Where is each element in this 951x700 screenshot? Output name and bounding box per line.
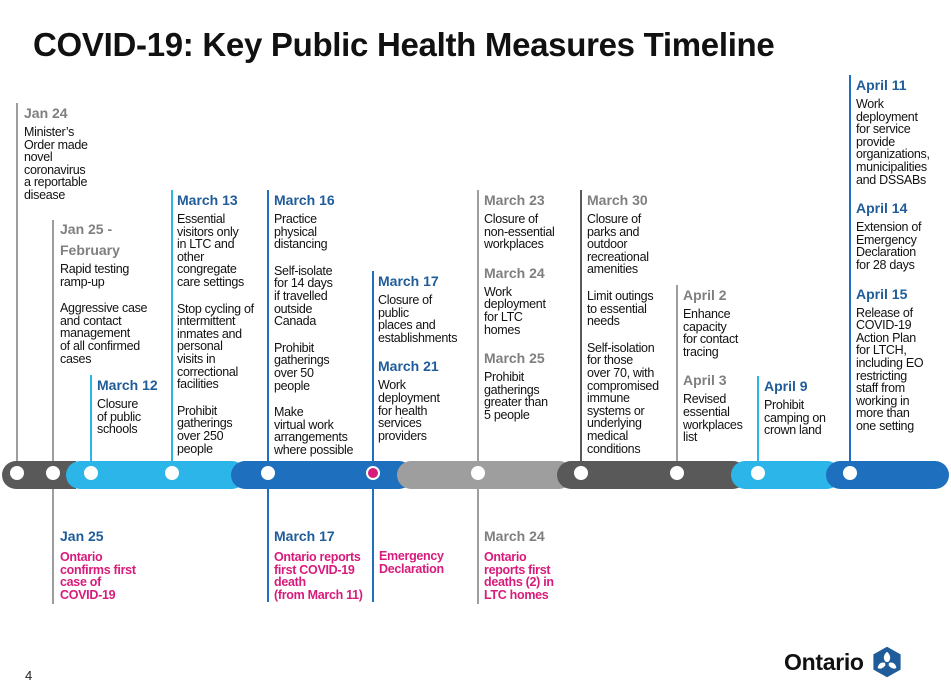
- event-text-line: deployment: [484, 297, 546, 312]
- event-text-line: confirms first: [60, 562, 136, 577]
- event-text-line: coronavirus: [24, 162, 86, 177]
- event-text-line: municipalities: [856, 159, 927, 174]
- ontario-logo: [784, 645, 904, 679]
- event-text-line: for contact: [683, 332, 739, 347]
- event-date: Jan 24: [24, 105, 68, 121]
- event-text-line: including EO: [856, 355, 924, 370]
- event-text-line: Prohibit: [177, 403, 217, 418]
- event-text-line: organizations,: [856, 147, 930, 162]
- event-text-line: Prohibit: [764, 398, 804, 412]
- event-text-line: to essential: [587, 301, 647, 316]
- event-text-line: immune: [587, 391, 630, 406]
- event-text-line: Extension of: [856, 220, 922, 235]
- event-text-line: Declaration: [856, 245, 916, 260]
- event-text-line: gatherings: [177, 416, 233, 431]
- event-item: [274, 342, 369, 392]
- event-text-line: first COVID-19: [274, 562, 355, 577]
- event-text-line: over 50: [274, 365, 314, 380]
- connector-apr2: [676, 285, 678, 462]
- event-text-line: compromised: [587, 378, 659, 393]
- event-text-line: deployment: [378, 390, 440, 405]
- event-item: [24, 105, 104, 202]
- event-text-line: provide: [856, 134, 895, 149]
- event-text-line: restricting: [856, 368, 907, 383]
- event-item: [484, 192, 576, 251]
- timeline-dot-april9: [751, 466, 765, 480]
- event-text-line: management: [60, 326, 130, 341]
- event-text-line: other: [177, 249, 204, 264]
- timeline-dot-jan24: [10, 466, 24, 480]
- connector-jan24: [16, 103, 18, 462]
- event-text-line: Rapid testing: [60, 262, 130, 276]
- event-item: [683, 372, 755, 443]
- timeline-dot-jan25: [46, 466, 60, 480]
- event-date: March 12: [97, 377, 158, 393]
- event-item: [177, 303, 265, 391]
- event-item: [484, 265, 576, 336]
- event-item: [60, 302, 165, 365]
- event-item: [177, 405, 265, 455]
- event-text-line: if travelled: [274, 288, 328, 303]
- event-item: [856, 286, 948, 433]
- event-text-line: one setting: [856, 418, 914, 433]
- timeline-dot-march16: [261, 466, 275, 480]
- event-text-line: reports first: [484, 562, 551, 577]
- event-text-line: novel: [24, 150, 53, 165]
- event-text-line: congregate: [177, 262, 237, 277]
- event-text-line: providers: [378, 428, 427, 443]
- event-text-line: cases: [60, 351, 92, 366]
- event-text-line: medical: [587, 428, 628, 443]
- event-item: [587, 342, 675, 455]
- event-date: March 13: [177, 192, 238, 208]
- event-date: March 16: [274, 192, 335, 208]
- event-date: Jan 25: [60, 528, 104, 544]
- event-date: March 17: [274, 528, 335, 544]
- event-text-line: establishments: [378, 330, 458, 345]
- timeline-segment-lightblue-2: [731, 461, 841, 489]
- event-text-line: capacity: [683, 319, 727, 334]
- event-april2: [683, 287, 755, 458]
- event-april9: [764, 378, 844, 451]
- event-text-line: homes: [484, 322, 521, 337]
- event-text-line: staff from: [856, 381, 905, 396]
- event-text-line: disease: [24, 187, 65, 202]
- event-text-line: for 28 days: [856, 257, 915, 272]
- event-text-line: Order made: [24, 137, 88, 152]
- event-text-line: Closure of: [378, 293, 432, 307]
- event-text-line: for those: [587, 353, 633, 368]
- event-text-line: more than: [856, 406, 910, 421]
- event-text-line: deaths (2) in: [484, 575, 554, 590]
- event-text-line: Work: [378, 378, 406, 393]
- event-text-line: Emergency: [379, 549, 444, 563]
- event-march17: [378, 273, 473, 456]
- event-date: April 2: [683, 287, 727, 303]
- event-text-line: conditions: [587, 441, 641, 456]
- event-date: February: [60, 242, 120, 258]
- event-text-line: visitors only: [177, 224, 239, 239]
- connector-apr11: [849, 75, 851, 462]
- event-text-line: (from March 11): [274, 587, 363, 602]
- page-number: 4: [25, 668, 33, 683]
- event-text-line: non-essential: [484, 224, 555, 239]
- event-text-line: outside: [274, 301, 313, 316]
- event-text-line: schools: [97, 422, 138, 437]
- event-text-line: Work: [484, 284, 512, 299]
- timeline-dot-march23: [471, 466, 485, 480]
- event-text-line: COVID-19: [856, 318, 912, 333]
- event-date: April 3: [683, 372, 727, 389]
- event-text-line: Work: [856, 97, 884, 111]
- event-text-line: working in: [856, 393, 910, 408]
- event-text-line: over 70, with: [587, 365, 654, 380]
- event-text-line: people: [274, 378, 310, 393]
- event-item: [177, 192, 265, 289]
- event-march13: [177, 192, 265, 469]
- timeline-dot-april11: [843, 466, 857, 480]
- event-text-line: list: [683, 430, 698, 445]
- connector-mar12: [90, 375, 92, 462]
- event-text-line: systems or: [587, 403, 645, 418]
- event-text-line: physical: [274, 224, 317, 239]
- event-text-line: Closure of: [484, 212, 538, 226]
- event-text-line: death: [274, 575, 306, 590]
- event-text-line: Ontario: [484, 550, 527, 564]
- event-march12: [97, 377, 169, 450]
- event-text-line: arrangements: [274, 430, 348, 445]
- event-march23: [484, 192, 576, 436]
- event-date: April 11: [856, 77, 907, 93]
- event-text-line: Prohibit: [274, 340, 314, 355]
- event-text-line: a reportable: [24, 175, 88, 190]
- event-text-line: visits in: [177, 351, 216, 366]
- event-item: [274, 406, 369, 456]
- event-bottom-emergency: [379, 550, 474, 575]
- event-item: [274, 192, 369, 251]
- event-text-line: intermittent: [177, 314, 236, 329]
- event-text-line: Minister’s: [24, 125, 75, 139]
- event-text-line: facilities: [177, 377, 219, 392]
- event-text-line: Emergency: [856, 232, 917, 247]
- event-text-line: over 250: [177, 428, 224, 443]
- event-text-line: 5 people: [484, 407, 530, 422]
- event-jan25-february: [60, 221, 165, 379]
- event-text-line: outdoor: [587, 237, 628, 252]
- event-text-line: and contact: [60, 313, 122, 328]
- event-text-line: Practice: [274, 212, 317, 226]
- event-march30: [587, 192, 675, 469]
- event-text-line: greater than: [484, 395, 548, 410]
- event-text-line: crown land: [764, 423, 822, 438]
- connector-mar13: [171, 190, 173, 462]
- event-text-line: Essential: [177, 212, 226, 226]
- event-item: [378, 273, 473, 344]
- event-item: [97, 377, 169, 436]
- event-text-line: Ontario: [60, 550, 103, 564]
- event-text-line: gatherings: [274, 353, 330, 368]
- event-date: March 30: [587, 192, 648, 208]
- event-text-line: Self-isolation: [587, 340, 655, 355]
- event-date: April 9: [764, 378, 808, 394]
- event-text-line: workplaces: [484, 237, 544, 252]
- event-text-line: essential: [683, 404, 730, 419]
- event-text-line: Enhance: [683, 307, 731, 321]
- event-text-line: LTC homes: [484, 587, 549, 602]
- event-text-line: tracing: [683, 344, 719, 359]
- event-date: March 25: [484, 350, 545, 367]
- event-item: [378, 358, 473, 442]
- event-text-line: gatherings: [484, 382, 540, 397]
- page-title: COVID-19: Key Public Health Measures Timeline: [33, 26, 775, 63]
- event-text-line: COVID-19: [60, 587, 116, 602]
- event-date: March 24: [484, 528, 545, 544]
- event-date: March 21: [378, 358, 439, 375]
- event-text-line: of all confirmed: [60, 338, 140, 353]
- timeline-dot-emergency-declaration: [366, 466, 380, 480]
- event-april11: [856, 77, 948, 446]
- event-text-line: workplaces: [683, 417, 743, 432]
- timeline-dot-march12: [84, 466, 98, 480]
- event-date: March 17: [378, 273, 439, 289]
- event-date: March 24: [484, 264, 545, 281]
- timeline-dot-april2: [670, 466, 684, 480]
- event-text-line: deployment: [856, 109, 918, 124]
- event-text-line: people: [177, 441, 213, 456]
- event-item: [274, 265, 369, 328]
- event-date: April 15: [856, 285, 908, 302]
- event-item: [856, 200, 948, 271]
- event-bottom-march24: [484, 528, 579, 601]
- event-text-line: Release of: [856, 305, 913, 320]
- event-text-line: correctional: [177, 364, 239, 379]
- event-text-line: personal: [177, 339, 223, 354]
- event-text-line: case of: [60, 575, 101, 590]
- event-march16: [274, 192, 369, 471]
- connector-mar16: [267, 190, 269, 602]
- event-text-line: Action Plan: [856, 330, 916, 345]
- event-bottom-march17: [274, 528, 374, 601]
- timeline-dot-march30: [574, 466, 588, 480]
- event-text-line: virtual work: [274, 417, 334, 432]
- event-date: Jan 25 -: [60, 221, 113, 237]
- event-text-line: needs: [587, 314, 620, 329]
- event-text-line: for LTCH,: [856, 343, 907, 358]
- event-text-line: amenities: [587, 262, 638, 277]
- event-text-line: where possible: [274, 442, 354, 457]
- event-text-line: underlying: [587, 416, 642, 431]
- event-text-line: public: [378, 305, 409, 320]
- timeline-segment-blue: [231, 461, 413, 489]
- event-text-line: Stop cycling of: [177, 301, 254, 316]
- event-text-line: services: [378, 416, 422, 431]
- event-bottom-jan25: [60, 528, 160, 601]
- event-text-line: and DSSABs: [856, 172, 926, 187]
- event-item: [683, 287, 755, 358]
- timeline-segment-gray: [397, 461, 573, 489]
- event-text-line: Make: [274, 405, 304, 420]
- event-text-line: distancing: [274, 237, 328, 252]
- event-text-line: Closure: [97, 397, 138, 411]
- event-item: [484, 350, 576, 421]
- event-jan24: [24, 105, 104, 216]
- event-text-line: ramp-up: [60, 274, 105, 289]
- event-text-line: Self-isolate: [274, 263, 333, 278]
- event-item: [856, 77, 948, 186]
- event-date: April 14: [856, 200, 908, 217]
- event-text-line: care settings: [177, 274, 244, 289]
- event-text-line: Ontario reports: [274, 550, 361, 564]
- event-text-line: camping on: [764, 410, 826, 425]
- event-text-line: Aggressive case: [60, 301, 148, 316]
- event-text-line: inmates and: [177, 326, 242, 341]
- event-date: March 23: [484, 192, 545, 208]
- logo-wordmark: Ontario: [784, 648, 864, 675]
- event-item: [587, 290, 675, 328]
- event-text-line: for LTC: [484, 309, 523, 324]
- connector-apr9: [757, 376, 759, 462]
- trillium-icon: [870, 645, 904, 679]
- event-text-line: for 14 days: [274, 276, 333, 291]
- event-text-line: recreational: [587, 249, 649, 264]
- timeline-dot-march13: [165, 466, 179, 480]
- connector-mar30: [580, 190, 582, 462]
- event-text-line: Prohibit: [484, 370, 524, 385]
- event-text-line: Revised: [683, 392, 727, 407]
- event-text-line: for service: [856, 122, 911, 137]
- event-text-line: parks and: [587, 224, 640, 239]
- connector-jan25feb: [52, 220, 54, 604]
- event-text-line: in LTC and: [177, 237, 235, 252]
- event-item: [587, 192, 675, 276]
- event-text-line: places and: [378, 318, 436, 333]
- event-text-line: Declaration: [379, 561, 444, 576]
- event-text-line: of public: [97, 409, 141, 424]
- event-item: [60, 221, 165, 288]
- event-item: [764, 378, 844, 437]
- event-text-line: Canada: [274, 314, 316, 329]
- event-text-line: for health: [378, 403, 428, 418]
- event-text-line: Closure of: [587, 212, 641, 226]
- connector-mar23: [477, 190, 479, 604]
- event-text-line: Limit outings: [587, 288, 654, 303]
